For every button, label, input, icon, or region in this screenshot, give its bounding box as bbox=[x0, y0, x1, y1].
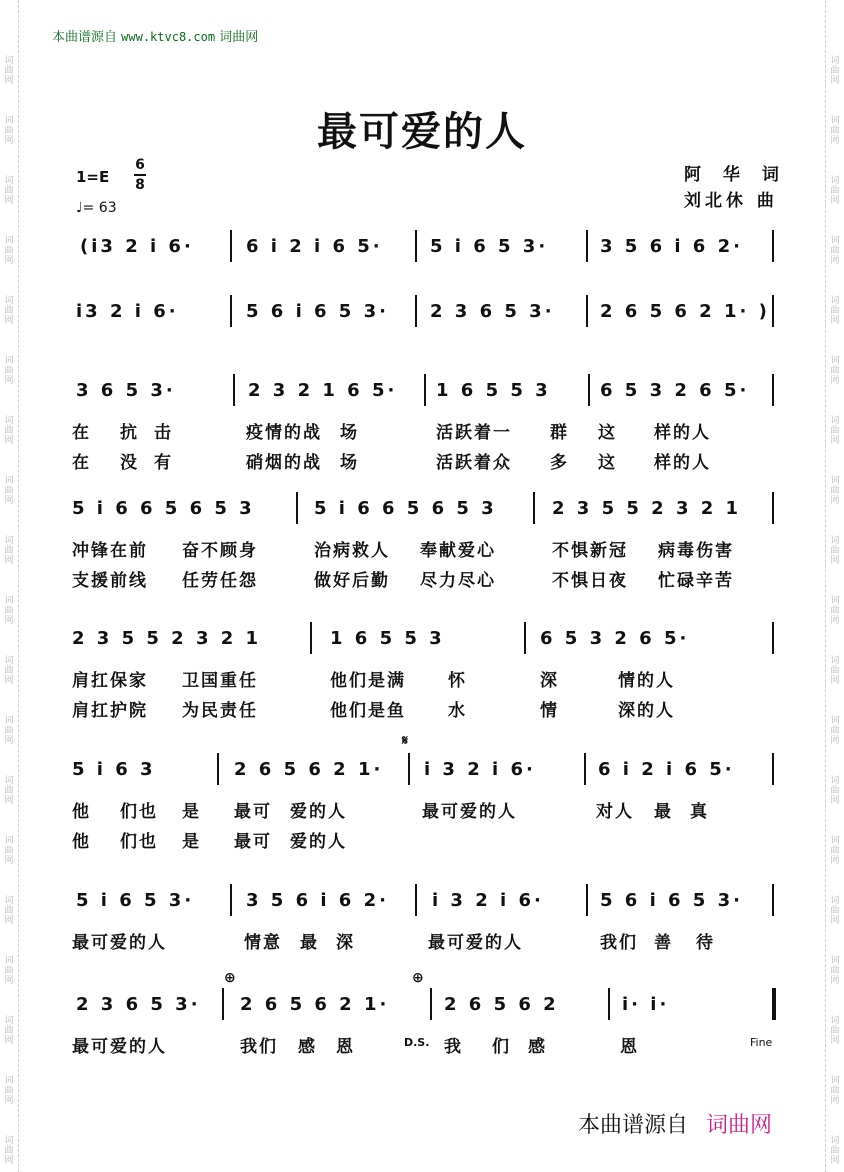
measure-notes: 3 5 6 i 6 2· bbox=[600, 236, 743, 257]
measure-notes: 1 6 5 5 3 bbox=[330, 628, 445, 649]
lyric-syllable: 情意 bbox=[244, 933, 282, 953]
lyric-syllable: 尽力尽心 bbox=[420, 571, 496, 591]
lyric-syllable: 深 bbox=[540, 671, 559, 691]
lyric-syllable: 忙碌辛苦 bbox=[658, 571, 734, 591]
measure-notes: i· i· bbox=[622, 994, 670, 1015]
measure-notes: (i3 2 i 6· bbox=[80, 236, 194, 257]
measure-notes: 2 3 5 5 2 3 2 1 bbox=[72, 628, 262, 649]
measure-notes: 5 i 6 3 bbox=[72, 759, 156, 780]
watermark-text: 词 曲 网 bbox=[830, 176, 840, 206]
watermark-text: 词 曲 网 bbox=[4, 836, 14, 866]
bar-line bbox=[772, 492, 774, 524]
lyric-syllable: 卫国重任 bbox=[182, 671, 258, 691]
watermark-text: 词 曲 网 bbox=[4, 1016, 14, 1046]
source-text: 本曲谱源自 bbox=[52, 30, 118, 45]
lyric-syllable: 最 bbox=[300, 933, 319, 953]
measure-notes: 2 3 5 5 2 3 2 1 bbox=[552, 498, 742, 519]
bar-line bbox=[772, 988, 776, 1020]
composer-credit: 刘北休 曲 bbox=[684, 191, 778, 211]
lyric-syllable: 深的人 bbox=[618, 701, 675, 721]
lyric-syllable: 治病救人 bbox=[314, 541, 390, 561]
bar-line bbox=[310, 622, 312, 654]
lyric-syllable: 是 bbox=[182, 802, 201, 822]
watermark-text: 词 曲 网 bbox=[4, 56, 14, 86]
footer bbox=[578, 1108, 772, 1139]
bar-line bbox=[408, 753, 410, 785]
watermark-text: 词 曲 网 bbox=[4, 956, 14, 986]
watermark-text: 词 曲 网 bbox=[4, 1136, 14, 1166]
lyric-syllable: 最可爱的人 bbox=[422, 802, 517, 822]
measure-notes: 5 i 6 6 5 6 5 3 bbox=[72, 498, 255, 519]
lyric-syllable: 病毒伤害 bbox=[658, 541, 734, 561]
lyricist-credit: 阿 华 词 bbox=[684, 165, 787, 185]
watermark-text: 词 曲 网 bbox=[830, 896, 840, 926]
bar-line bbox=[233, 374, 235, 406]
lyric-syllable: 对人 bbox=[596, 802, 634, 822]
watermark-text: 词 曲 网 bbox=[4, 1076, 14, 1106]
source-header bbox=[52, 26, 258, 45]
lyric-syllable: 在 bbox=[72, 423, 91, 443]
measure-notes: 3 6 5 3· bbox=[76, 380, 176, 401]
lyric-syllable: 真 bbox=[690, 802, 709, 822]
lyric-syllable: 做好后勤 bbox=[314, 571, 390, 591]
watermark-text: 词 曲 网 bbox=[830, 56, 840, 86]
watermark-text: 词 曲 网 bbox=[830, 116, 840, 146]
lyric-syllable: 活跃着众 bbox=[436, 453, 512, 473]
lyric-syllable: 他们是鱼 bbox=[330, 701, 406, 721]
source-site: 词曲网 bbox=[219, 30, 259, 45]
time-signature bbox=[134, 157, 146, 193]
lyric-syllable: 们也 bbox=[120, 802, 158, 822]
bar-line bbox=[217, 753, 219, 785]
measure-notes: 6 5 3 2 6 5· bbox=[600, 380, 750, 401]
measure-notes: 5 6 i 6 5 3· bbox=[246, 301, 389, 322]
measure-notes: 2 6 5 6 2 1· bbox=[234, 759, 384, 780]
bar-line bbox=[588, 374, 590, 406]
lyric-syllable: 最可爱的人 bbox=[72, 933, 167, 953]
watermark-text: 词 曲 网 bbox=[830, 596, 840, 626]
watermark-text: 词 曲 网 bbox=[830, 1136, 840, 1166]
measure-notes: 6 5 3 2 6 5· bbox=[540, 628, 690, 649]
lyric-syllable: 恩 bbox=[336, 1037, 355, 1057]
watermark-text: 词 曲 网 bbox=[830, 656, 840, 686]
lyric-syllable: 抗 bbox=[120, 423, 139, 443]
lyric-syllable: 场 bbox=[340, 423, 359, 443]
measure-notes: i 3 2 i 6· bbox=[432, 890, 544, 911]
lyric-syllable: 击 bbox=[154, 423, 173, 443]
measure-notes: 6 i 2 i 6 5· bbox=[246, 236, 383, 257]
watermark-text: 词 曲 网 bbox=[4, 416, 14, 446]
lyric-syllable: 样的人 bbox=[654, 423, 711, 443]
time-divider bbox=[134, 174, 146, 176]
fine-marking: Fine bbox=[750, 1036, 773, 1049]
lyric-syllable: 待 bbox=[696, 933, 715, 953]
lyric-syllable: 他们是满 bbox=[330, 671, 406, 691]
watermark-text: 词 曲 网 bbox=[4, 536, 14, 566]
lyric-syllable: 他 bbox=[72, 802, 91, 822]
bar-line bbox=[772, 622, 774, 654]
watermark-text: 词 曲 网 bbox=[830, 416, 840, 446]
lyric-syllable: 情 bbox=[540, 701, 559, 721]
lyric-syllable: 支援前线 bbox=[72, 571, 148, 591]
bar-line bbox=[533, 492, 535, 524]
bar-line bbox=[222, 988, 224, 1020]
lyric-syllable: 们 bbox=[492, 1037, 511, 1057]
measure-notes: 1 6 5 5 3 bbox=[436, 380, 551, 401]
lyric-syllable: 怀 bbox=[448, 671, 467, 691]
measure-notes: i 3 2 i 6· bbox=[424, 759, 536, 780]
bar-line bbox=[586, 884, 588, 916]
lyric-syllable: 深 bbox=[336, 933, 355, 953]
measure-notes: 3 5 6 i 6 2· bbox=[246, 890, 389, 911]
measure-notes: 2 3 2 1 6 5· bbox=[248, 380, 398, 401]
lyric-syllable: 多 bbox=[550, 453, 569, 473]
lyric-syllable: 我 bbox=[444, 1037, 463, 1057]
lyric-syllable: 他 bbox=[72, 832, 91, 852]
coda-icon: ⊕ bbox=[412, 970, 424, 986]
bar-line bbox=[772, 753, 774, 785]
time-bottom: 8 bbox=[135, 177, 145, 193]
bar-line bbox=[608, 988, 610, 1020]
bar-line bbox=[772, 295, 774, 327]
lyric-syllable: 不惧日夜 bbox=[552, 571, 628, 591]
lyric-syllable: 任劳任怨 bbox=[182, 571, 258, 591]
lyric-syllable: 奉献爱心 bbox=[420, 541, 496, 561]
watermark-text: 词 曲 网 bbox=[4, 596, 14, 626]
measure-notes: 2 6 5 6 2 1· ) bbox=[600, 301, 770, 322]
source-url[interactable]: www.ktvc8.com bbox=[121, 30, 216, 44]
lyric-syllable: 疫情的战 bbox=[246, 423, 322, 443]
quarter-note-icon: ♩ bbox=[76, 200, 83, 216]
bar-line bbox=[415, 230, 417, 262]
measure-notes: 5 i 6 5 3· bbox=[76, 890, 195, 911]
lyric-syllable: 这 bbox=[598, 453, 617, 473]
watermark-text: 词 曲 网 bbox=[830, 1016, 840, 1046]
bar-line bbox=[415, 295, 417, 327]
lyric-syllable: 冲锋在前 bbox=[72, 541, 148, 561]
bar-line bbox=[230, 230, 232, 262]
lyric-syllable: 们也 bbox=[120, 832, 158, 852]
lyric-syllable: 肩扛保家 bbox=[72, 671, 148, 691]
lyric-syllable: 爱的人 bbox=[290, 802, 347, 822]
bar-line bbox=[584, 753, 586, 785]
time-top: 6 bbox=[135, 157, 145, 173]
lyric-syllable: 场 bbox=[340, 453, 359, 473]
lyric-syllable: 我们 bbox=[600, 933, 638, 953]
lyric-syllable: 奋不顾身 bbox=[182, 541, 258, 561]
bar-line bbox=[772, 374, 774, 406]
lyric-syllable: 硝烟的战 bbox=[246, 453, 322, 473]
lyric-syllable: 感 bbox=[528, 1037, 547, 1057]
watermark-text: 词 曲 网 bbox=[4, 356, 14, 386]
lyric-syllable: 群 bbox=[550, 423, 569, 443]
lyric-syllable: 有 bbox=[154, 453, 173, 473]
bar-line bbox=[430, 988, 432, 1020]
watermark-text: 词 曲 网 bbox=[4, 716, 14, 746]
lyric-syllable: 没 bbox=[120, 453, 139, 473]
lyric-syllable: 感 bbox=[298, 1037, 317, 1057]
lyric-syllable: 这 bbox=[598, 423, 617, 443]
lyric-syllable: 爱的人 bbox=[290, 832, 347, 852]
tempo-value: = 63 bbox=[82, 200, 117, 216]
lyric-syllable: 我们 bbox=[240, 1037, 278, 1057]
bar-line bbox=[772, 884, 774, 916]
footer-text: 本曲谱源自 bbox=[578, 1113, 689, 1138]
watermark-text: 词 曲 网 bbox=[830, 476, 840, 506]
lyric-syllable: 水 bbox=[448, 701, 467, 721]
watermark-text: 词 曲 网 bbox=[830, 1076, 840, 1106]
watermark-text: 词 曲 网 bbox=[4, 116, 14, 146]
bar-line bbox=[524, 622, 526, 654]
lyric-syllable: 最可爱的人 bbox=[428, 933, 523, 953]
bar-line bbox=[424, 374, 426, 406]
tempo-mark bbox=[76, 200, 117, 216]
watermark-text: 词 曲 网 bbox=[830, 836, 840, 866]
watermark-text: 词 曲 网 bbox=[4, 656, 14, 686]
footer-site[interactable]: 词曲网 bbox=[706, 1113, 773, 1138]
watermark-text: 词 曲 网 bbox=[4, 236, 14, 266]
measure-notes: 5 i 6 5 3· bbox=[430, 236, 549, 257]
lyric-syllable: 是 bbox=[182, 832, 201, 852]
song-title: 最可爱的人 bbox=[317, 109, 527, 155]
measure-notes: 5 6 i 6 5 3· bbox=[600, 890, 743, 911]
segno-icon: 𝄋 bbox=[402, 733, 409, 749]
lyric-syllable: 在 bbox=[72, 453, 91, 473]
watermark-text: 词 曲 网 bbox=[4, 776, 14, 806]
lyric-syllable: 活跃着一 bbox=[436, 423, 512, 443]
key-signature: 1=E bbox=[76, 168, 110, 186]
measure-notes: i3 2 i 6· bbox=[76, 301, 179, 322]
lyric-syllable: 不惧新冠 bbox=[552, 541, 628, 561]
measure-notes: 2 3 6 5 3· bbox=[76, 994, 201, 1015]
bar-line bbox=[586, 295, 588, 327]
bar-line bbox=[772, 230, 774, 262]
bar-line bbox=[296, 492, 298, 524]
bar-line bbox=[230, 884, 232, 916]
watermark-text: 词 曲 网 bbox=[830, 236, 840, 266]
measure-notes: 2 6 5 6 2 bbox=[444, 994, 559, 1015]
lyric-syllable: 最可 bbox=[234, 832, 272, 852]
bar-line bbox=[415, 884, 417, 916]
coda-icon: ⊕ bbox=[224, 970, 236, 986]
watermark-text: 词 曲 网 bbox=[830, 956, 840, 986]
lyric-syllable: 最可 bbox=[234, 802, 272, 822]
measure-notes: 2 6 5 6 2 1· bbox=[240, 994, 390, 1015]
lyric-syllable: 善 bbox=[654, 933, 673, 953]
lyric-syllable: 肩扛护院 bbox=[72, 701, 148, 721]
measure-notes: 5 i 6 6 5 6 5 3 bbox=[314, 498, 497, 519]
lyric-syllable: 样的人 bbox=[654, 453, 711, 473]
watermark-text: 词 曲 网 bbox=[4, 896, 14, 926]
watermark-text: 词 曲 网 bbox=[830, 716, 840, 746]
lyric-syllable: 为民责任 bbox=[182, 701, 258, 721]
watermark-text: 词 曲 网 bbox=[830, 776, 840, 806]
bar-line bbox=[230, 295, 232, 327]
ds-marking: D.S. bbox=[404, 1036, 430, 1049]
watermark-text: 词 曲 网 bbox=[830, 536, 840, 566]
measure-notes: 2 3 6 5 3· bbox=[430, 301, 555, 322]
bar-line bbox=[586, 230, 588, 262]
lyric-syllable: 最 bbox=[654, 802, 673, 822]
lyric-syllable: 恩 bbox=[620, 1037, 639, 1057]
watermark-text: 词 曲 网 bbox=[4, 176, 14, 206]
watermark-text: 词 曲 网 bbox=[830, 356, 840, 386]
measure-notes: 6 i 2 i 6 5· bbox=[598, 759, 735, 780]
lyric-syllable: 情的人 bbox=[618, 671, 675, 691]
watermark-text: 词 曲 网 bbox=[4, 296, 14, 326]
lyric-syllable: 最可爱的人 bbox=[72, 1037, 167, 1057]
watermark-text: 词 曲 网 bbox=[830, 296, 840, 326]
watermark-text: 词 曲 网 bbox=[4, 476, 14, 506]
